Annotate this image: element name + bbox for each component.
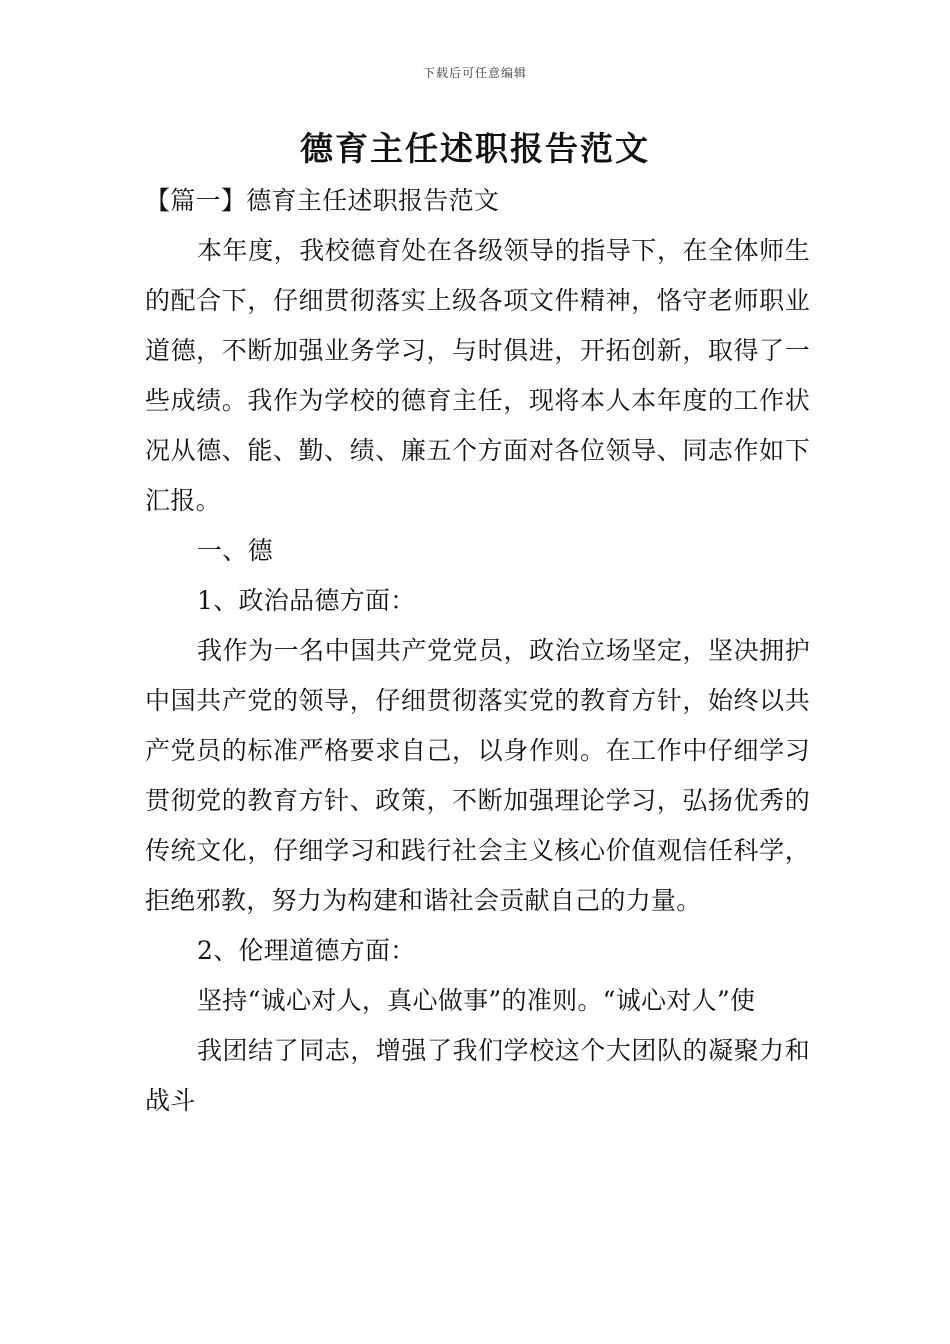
section-heading: 一、德 [197,536,273,565]
paragraph: 我作为一名中国共产党党员，政治立场坚定，坚决拥护中国共产党的领导，仔细贯彻落实党的教育方针，始终以共产党员的标准严格要求自己，以身作则。在工作中仔细学习贯彻党的教育方针、政策，不断加强理论学习，弘扬优秀的传统文化，仔细学习和践行社会主义核心价值观信任科学，拒绝邪教，努力为构建和谐社会贡献自己的力量。 [145,636,810,915]
header-note: 下载后可任意编辑 [422,66,527,80]
subsection-heading: 2、伦理道德方面： [197,936,416,965]
document-title: 德育主任述职报告范文 [300,129,650,168]
paragraph: 坚持“诚心对人，真心做事”的准则。“诚心对人”使 [197,986,756,1015]
paragraph: 本年度，我校德育处在各级领导的指导下，在全体师生的配合下，仔细贯彻落实上级各项文件精神，恪守老师职业道德，不断加强业务学习，与时俱进，开拓创新，取得了一些成绩。我作为学校的德育主任，现将本人本年度的工作状况从德、能、勤、绩、廉五个方面对各位领导、同志作如下汇报。 [145,236,810,515]
document-body [145,176,810,1126]
subsection-heading: 1、政治品德方面： [197,586,416,615]
paragraph: 我团结了同志，增强了我们学校这个大团队的凝聚力和战斗 [145,1036,810,1115]
section-heading: 【篇一】德育主任述职报告范文 [145,186,500,215]
